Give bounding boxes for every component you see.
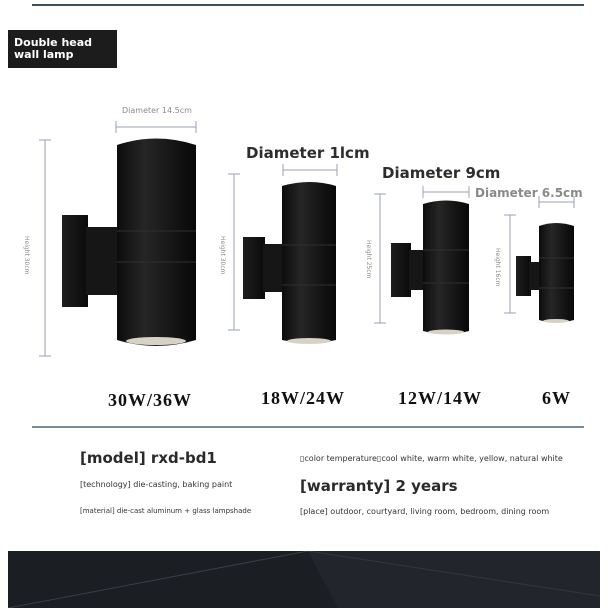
lamp-3-diameter-label: Diameter 9cm xyxy=(382,164,501,182)
lamp-4-height-label: Height 16cm xyxy=(494,248,501,287)
spec-warranty: [warranty] 2 years xyxy=(300,477,458,495)
lamp-4-diameter-label: Diameter 6.5cm xyxy=(475,186,583,200)
lamp-2-diameter-label: Diameter 1lcm xyxy=(246,144,370,162)
lamp-2-wattage: 18W/24W xyxy=(261,388,346,408)
banner-graphic xyxy=(8,551,600,608)
lamp-1-height-label: Height 30cm xyxy=(23,236,30,275)
badge-line-2: wall lamp xyxy=(14,48,74,61)
lamp-1-graphic xyxy=(39,121,196,356)
spec-place: [place] outdoor, courtyard, living room, bedroom, dining room xyxy=(300,507,550,516)
lamp-4-graphic xyxy=(504,196,574,323)
product-badge xyxy=(8,30,117,68)
lamp-3-graphic xyxy=(374,186,469,335)
section-divider xyxy=(32,426,584,428)
top-rule xyxy=(32,4,584,6)
lamp-illustrations xyxy=(0,80,608,420)
spec-material: [material] die-cast aluminum + glass lampshade xyxy=(80,507,252,515)
lamp-3-wattage: 12W/14W xyxy=(398,388,483,408)
lamp-3-height-label: Height 25cm xyxy=(365,240,372,279)
lamp-1-wattage: 30W/36W xyxy=(108,390,193,410)
spec-color-temperature: ▯color temperature▯cool white, warm white, yellow, natural white xyxy=(300,454,563,463)
spec-model: [model] rxd-bd1 xyxy=(80,449,217,467)
dark-banner xyxy=(8,551,600,608)
lamp-4-wattage: 6W xyxy=(542,388,571,408)
spec-technology: [technology] die-casting, baking paint xyxy=(80,480,233,489)
lamp-1-diameter-label: Diameter 14.5cm xyxy=(122,106,192,115)
lamp-2-graphic xyxy=(228,164,337,344)
badge-line-1: Double head xyxy=(14,36,93,49)
lamp-2-height-label: Height 30cm xyxy=(219,236,226,275)
